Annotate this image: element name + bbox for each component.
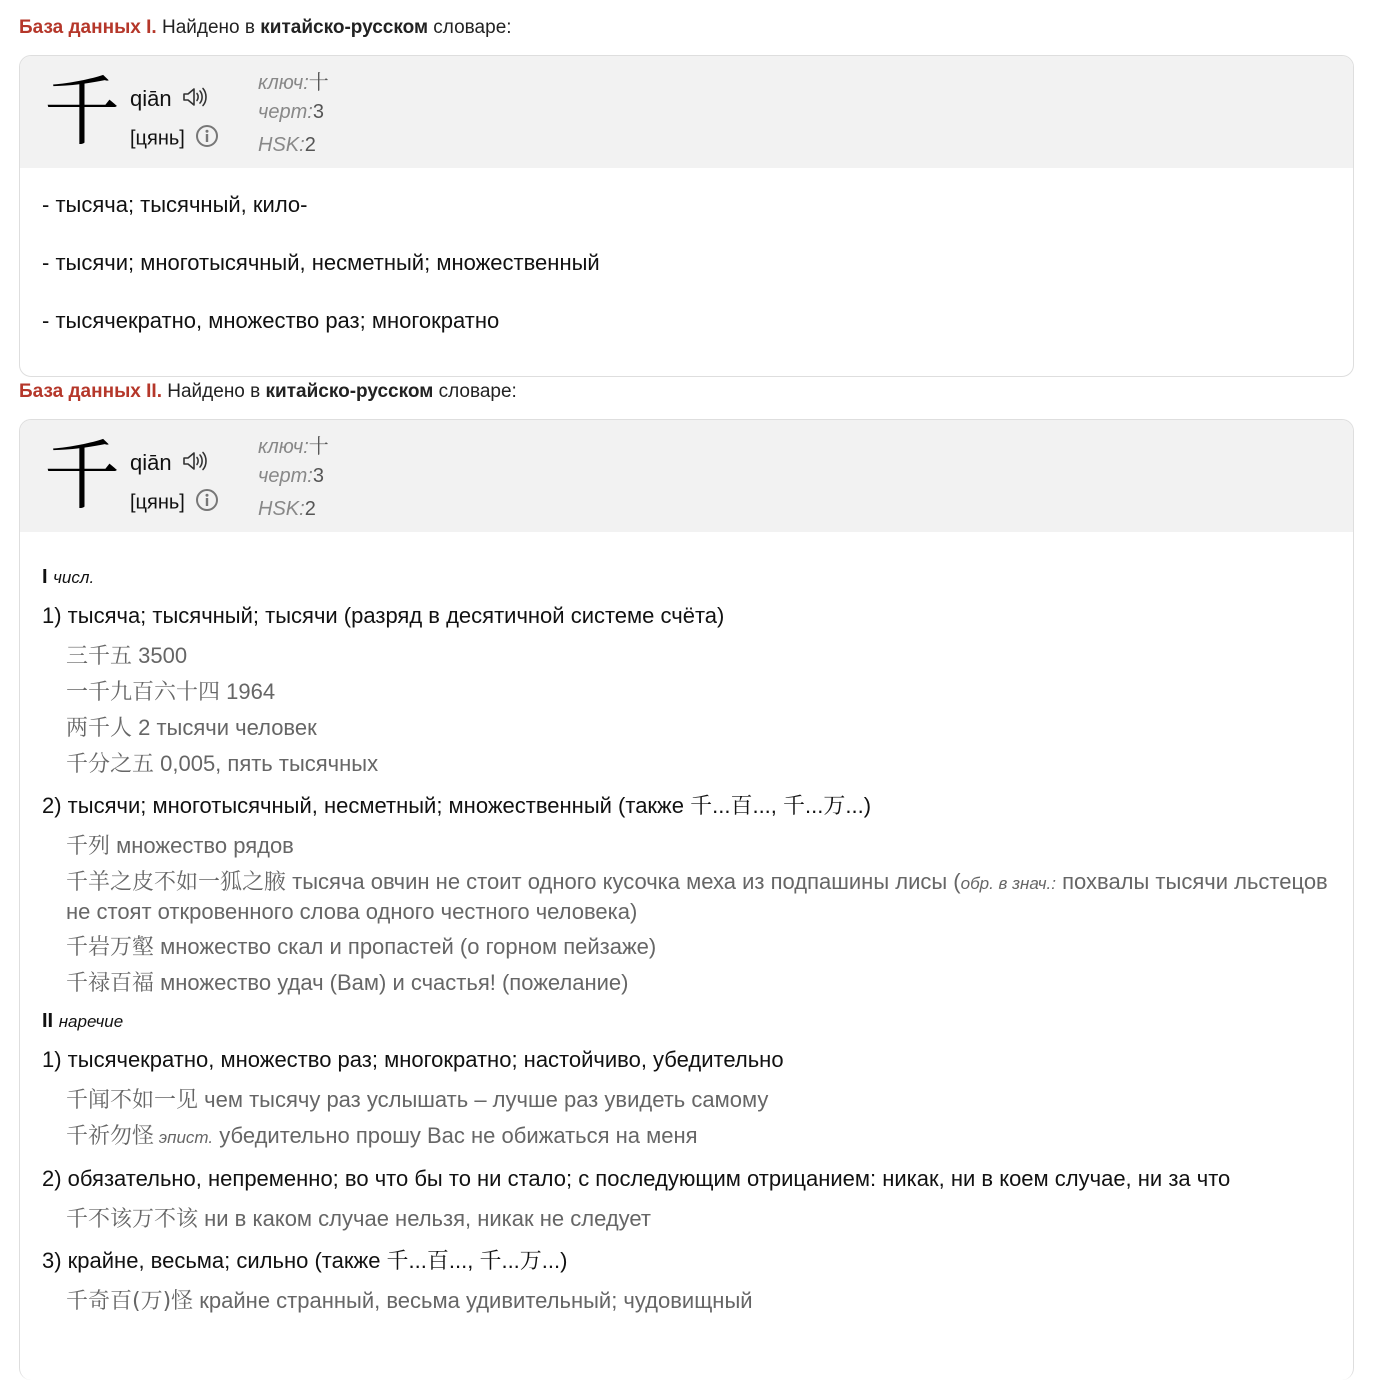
db1-found-text: Найдено в — [156, 17, 261, 38]
db1-strokes: черт:3 — [258, 101, 324, 123]
db1-russian-reading-row — [130, 124, 219, 154]
example: 千禄百福 множество удач (Вам) и счастья! (пожелание) — [66, 970, 629, 996]
example: 千闻不如一见 чем тысячу раз услышать – лучше раз увидеть самому — [66, 1087, 769, 1113]
info-icon[interactable] — [195, 488, 219, 518]
db1-label: База данных I. — [19, 17, 157, 38]
db2-suffix: словаре: — [433, 381, 517, 402]
db1-radical-value[interactable]: 十 — [308, 72, 329, 94]
examples-list — [42, 1205, 1331, 1234]
speaker-icon[interactable] — [182, 86, 208, 114]
db2-russian-reading: [цянь] — [130, 491, 185, 514]
examples-list — [42, 832, 1331, 998]
part-of-speech: II наречие — [42, 1010, 124, 1032]
db1-pinyin-row — [130, 86, 208, 114]
speaker-icon[interactable] — [182, 450, 208, 478]
db2-label: База данных II. — [19, 381, 162, 402]
example: 两千人 2 тысячи человек — [66, 715, 317, 741]
db2-hanzi: 千 — [44, 431, 120, 520]
sense: 2) тысячи; многотысячный, несметный; множественный (также 千...百..., 千...万...) — [42, 793, 872, 818]
db2-pinyin: qiān — [130, 450, 172, 475]
sense: 1) тысячекратно, множество раз; многократно; настойчиво, убедительно — [42, 1047, 784, 1072]
db2-radical-value[interactable]: 十 — [308, 436, 329, 458]
db1-suffix: словаре: — [428, 17, 512, 38]
db2-entry-card — [19, 419, 1354, 1380]
db2-header — [19, 381, 517, 403]
db1-header — [19, 17, 512, 39]
db2-pinyin-row — [130, 450, 208, 478]
example: 一千九百六十四 1964 — [66, 679, 276, 705]
examples-list — [42, 1287, 1331, 1316]
db1-pinyin: qiān — [130, 86, 172, 111]
sense: 2) обязательно, непременно; во что бы то ни стало; с последующим отрицанием: никак, ни в коем случае, ни за что — [42, 1166, 1231, 1191]
db2-found-text: Найдено в — [161, 381, 266, 402]
examples-list — [42, 1086, 1331, 1152]
db2-russian-reading-row — [130, 488, 219, 518]
example: 千奇百(万)怪 крайне странный, весьма удивительный; чудовищный — [66, 1288, 753, 1314]
db1-radical: ключ:十 — [258, 72, 329, 94]
db1-hanzi: 千 — [44, 67, 120, 156]
example: 三千五 3500 — [66, 643, 188, 669]
sense: 1) тысяча; тысячный; тысячи (разряд в десятичной системе счёта) — [42, 603, 725, 628]
definition-line: - тысячекратно, множество раз; многократно — [42, 308, 500, 333]
example: 千羊之皮不如一狐之腋 тысяча овчин не стоит одного кусочка меха из подпашины лисы (обр. в знач.: похвалы тысячи льстецов не стоят откровенного слова одного честного человека) — [66, 869, 1328, 924]
example: 千不该万不该 ни в каком случае нельзя, никак не следует — [66, 1206, 652, 1232]
db1-entry-card — [19, 55, 1354, 377]
example: 千祈勿怪 эпист. убедительно прошу Вас не обижаться на меня — [66, 1123, 698, 1149]
example: 千列 множество рядов — [66, 833, 294, 859]
db1-russian-reading: [цянь] — [130, 127, 185, 150]
db1-definitions — [20, 168, 1353, 376]
db1-dict-name[interactable]: китайско-русском — [260, 17, 429, 38]
db2-definitions — [20, 532, 1353, 1316]
part-of-speech: I числ. — [42, 566, 95, 588]
examples-list — [42, 642, 1331, 779]
db2-dict-name[interactable]: китайско-русском — [265, 381, 434, 402]
sense: 3) крайне, весьма; сильно (также 千...百..., 千...万...) — [42, 1248, 568, 1273]
definition-line: - тысяча; тысячный, кило- — [42, 192, 308, 217]
db2-entry-head — [20, 420, 1353, 532]
db1-entry-head — [20, 56, 1353, 168]
db2-radical: ключ:十 — [258, 436, 329, 458]
example: 千岩万壑 множество скал и пропастей (о горном пейзаже) — [66, 934, 657, 960]
db2-hsk: HSK:2 — [258, 498, 316, 520]
definition-line: - тысячи; многотысячный, несметный; множественный — [42, 250, 600, 275]
info-icon[interactable] — [195, 124, 219, 154]
db2-strokes: черт:3 — [258, 465, 324, 487]
db1-hsk: HSK:2 — [258, 134, 316, 156]
example: 千分之五 0,005, пять тысячных — [66, 751, 379, 777]
